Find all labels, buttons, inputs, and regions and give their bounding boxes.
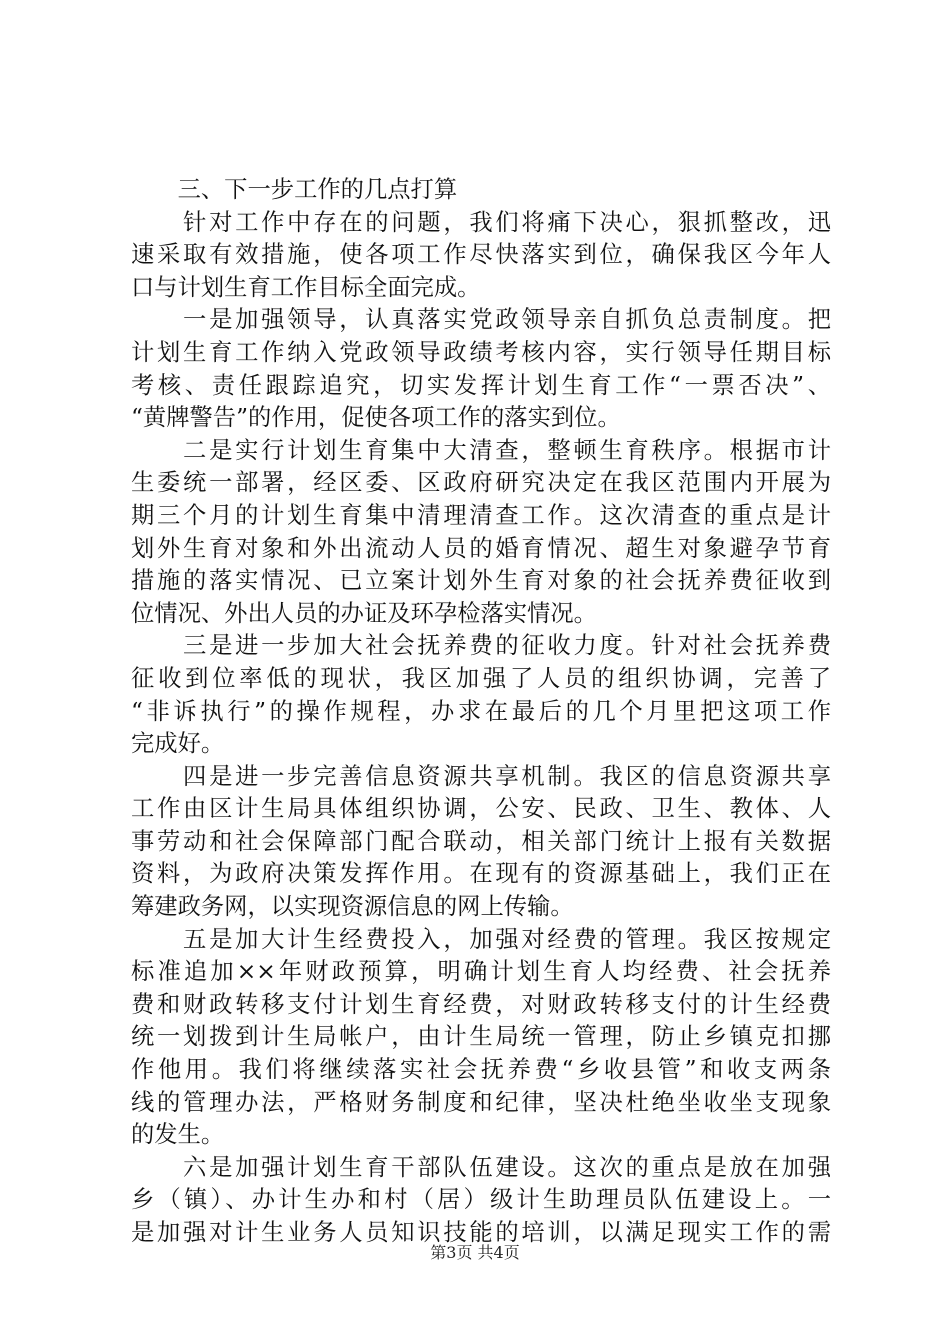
text-line: 一是加强领导，认真落实党政领导亲自抓负总责制度。把 xyxy=(131,306,831,334)
text-line: 工作由区计生局具体组织协调，公安、民政、卫生、教体、人 xyxy=(131,795,831,823)
text-line: 的发生。 xyxy=(131,1121,225,1149)
text-line: 措施的落实情况、已立案计划外生育对象的社会抚养费征收到 xyxy=(131,567,831,595)
text-line: 完成好。 xyxy=(131,730,225,758)
text-line: 口与计划生育工作目标全面完成。 xyxy=(131,273,481,301)
text-line: 针对工作中存在的问题，我们将痛下决心，狠抓整改，迅 xyxy=(131,208,831,236)
text-line: 计划生育工作纳入党政领导政绩考核内容，实行领导任期目标 xyxy=(131,338,831,366)
text-line: 六是加强计划生育干部队伍建设。这次的重点是放在加强 xyxy=(131,1153,831,1181)
text-line: 标准追加××年财政预算，明确计划生育人均经费、社会抚养 xyxy=(131,958,831,986)
text-line: 线的管理办法，严格财务制度和纪律，坚决杜绝坐收坐支现象 xyxy=(131,1088,831,1116)
text-line: 资料，为政府决策发挥作用。在现有的资源基础上，我们正在 xyxy=(131,860,831,888)
document-body xyxy=(131,174,831,1250)
text-line: 划外生育对象和外出流动人员的婚育情况、超生对象避孕节育 xyxy=(131,534,831,562)
text-line: 三是进一步加大社会抚养费的征收力度。针对社会抚养费 xyxy=(131,632,831,660)
text-line: 统一划拨到计生局帐户，由计生局统一管理，防止乡镇克扣挪 xyxy=(131,1023,831,1051)
text-line: 期三个月的计划生育集中清理清查工作。这次清查的重点是计 xyxy=(131,501,831,529)
text-line: “黄牌警告”的作用，促使各项工作的落实到位。 xyxy=(131,404,621,432)
text-line: 乡（镇）、办计生办和村（居）级计生助理员队伍建设上。一 xyxy=(131,1186,831,1214)
text-line: 事劳动和社会保障部门配合联动，相关部门统计上报有关数据 xyxy=(131,827,831,855)
page-footer: 第3页 共4页 xyxy=(430,1243,520,1262)
text-line: 四是进一步完善信息资源共享机制。我区的信息资源共享 xyxy=(131,762,831,790)
text-line: 五是加大计生经费投入，加强对经费的管理。我区按规定 xyxy=(131,925,831,953)
text-line: 费和财政转移支付计划生育经费，对财政转移支付的计生经费 xyxy=(131,990,831,1018)
text-line: 速采取有效措施，使各项工作尽快落实到位，确保我区今年人 xyxy=(131,241,831,269)
text-line: 作他用。我们将继续落实社会抚养费“乡收县管”和收支两条 xyxy=(131,1056,831,1084)
text-line: 征收到位率低的现状，我区加强了人员的组织协调，完善了 xyxy=(131,664,831,692)
text-line: “非诉执行”的操作规程，办求在最后的几个月里把这项工作 xyxy=(131,697,831,725)
text-line: 生委统一部署，经区委、区政府研究决定在我区范围内开展为 xyxy=(131,469,831,497)
text-line: 三、下一步工作的几点打算 xyxy=(131,176,458,203)
text-line: 考核、责任跟踪追究，切实发挥计划生育工作“一票否决”、 xyxy=(131,371,831,399)
text-line: 二是实行计划生育集中大清查，整顿生育秩序。根据市计 xyxy=(131,436,831,464)
text-line: 筹建政务网，以实现资源信息的网上传输。 xyxy=(131,893,574,921)
text-line: 是加强对计生业务人员知识技能的培训，以满足现实工作的需 xyxy=(131,1219,831,1246)
text-line: 位情况、外出人员的办证及环孕检落实情况。 xyxy=(131,599,597,627)
